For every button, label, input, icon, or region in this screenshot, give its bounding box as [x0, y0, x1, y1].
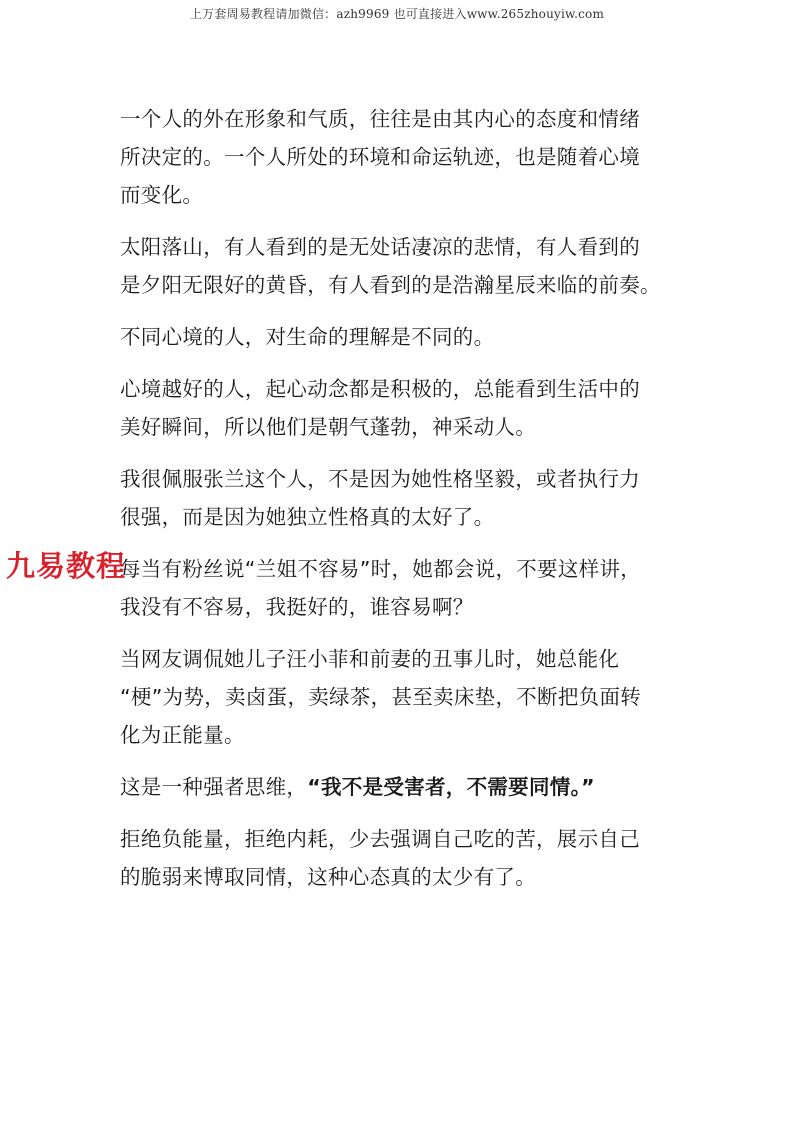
paragraph-8 — [120, 768, 695, 806]
paragraph-line: 美好瞬间，所以他们是朝气蓬勃，神采动人。 — [120, 415, 536, 439]
paragraph-line: 拒绝负能量，拒绝内耗，少去强调自己吃的苦，展示自己 — [120, 827, 640, 851]
paragraph-line: 当网友调侃她儿子汪小菲和前妻的丑事儿时，她总能化 — [120, 647, 620, 671]
header-promo-text: 上万套周易教程请加微信：azh9969 也可直接进入www.265zhouyiw.com — [189, 7, 605, 21]
paragraph-line: “梗”为势，卖卤蛋，卖绿茶，甚至卖床垫，不断把负面转 — [120, 685, 642, 709]
paragraph-prefix: 这是一种强者思维， — [120, 775, 308, 799]
paragraph-line: 不同心境的人，对生命的理解是不同的。 — [120, 325, 495, 349]
paragraph-9 — [120, 820, 695, 896]
paragraph-2 — [120, 228, 695, 304]
paragraph-line: 一个人的外在形象和气质，往往是由其内心的态度和情绪 — [120, 107, 640, 131]
paragraph-line: 每当有粉丝说“兰姐不容易”时，她都会说，不要这样讲， — [120, 557, 642, 581]
paragraph-line: 我没有不容易，我挺好的，谁容易啊？ — [120, 595, 474, 619]
paragraph-bold-quote: “我不是受害者，不需要同情。” — [307, 775, 595, 799]
paragraph-line: 的脆弱来博取同情，这种心态真的太少有了。 — [120, 865, 536, 889]
paragraph-6 — [120, 550, 695, 626]
paragraph-1 — [120, 100, 695, 214]
paragraph-line: 是夕阳无限好的黄昏，有人看到的是浩瀚星辰来临的前奏。 — [120, 273, 661, 297]
paragraph-line: 所决定的。一个人所处的环境和命运轨迹，也是随着心境 — [120, 145, 640, 169]
paragraph-line: 心境越好的人，起心动念都是积极的，总能看到生活中的 — [120, 377, 640, 401]
paragraph-4 — [120, 370, 695, 446]
watermark-logo-text: 九易教程 — [6, 549, 127, 583]
paragraph-line: 太阳落山，有人看到的是无处话凄凉的悲情，有人看到的 — [120, 235, 640, 259]
paragraph-line: 我很佩服张兰这个人，不是因为她性格坚毅，或者执行力 — [120, 467, 640, 491]
paragraph-line: 化为正能量。 — [120, 723, 245, 747]
paragraph-line: 很强，而是因为她独立性格真的太好了。 — [120, 505, 495, 529]
paragraph-3 — [120, 318, 695, 356]
paragraph-line: 而变化。 — [120, 183, 204, 207]
paragraph-5 — [120, 460, 695, 536]
paragraph-7 — [120, 640, 695, 754]
article-body — [120, 100, 695, 910]
